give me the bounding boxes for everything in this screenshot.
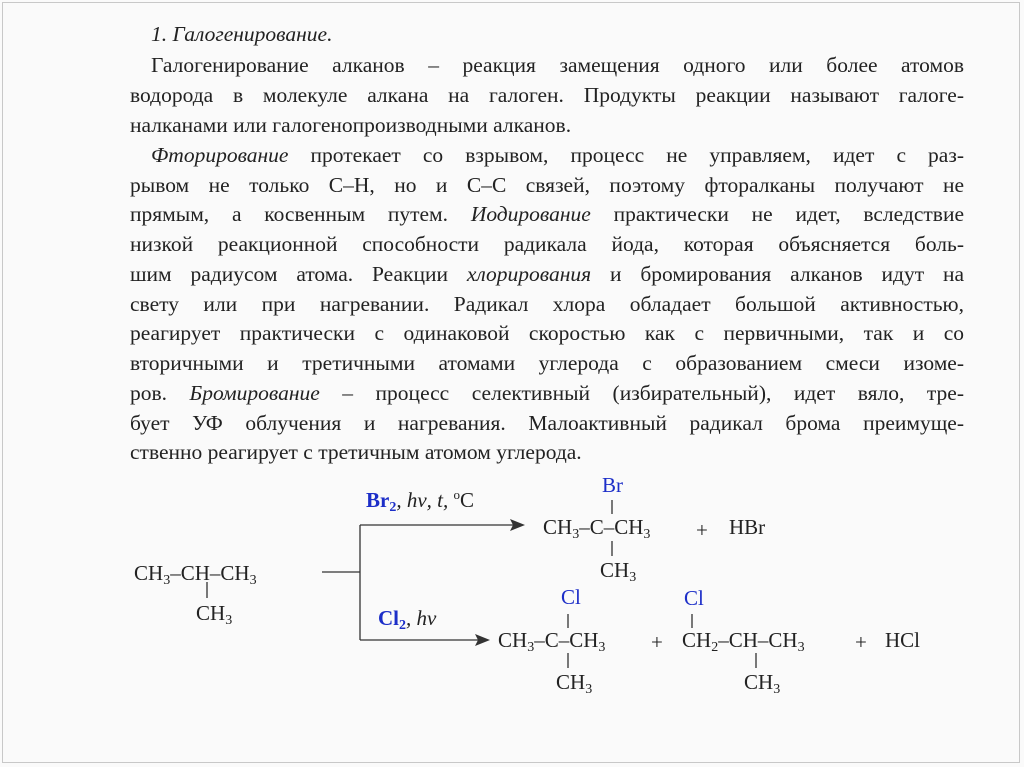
condition-bromination: $Br_2$, hν, t, $^o$C [366, 487, 474, 515]
term-bromination: Бромирование [189, 381, 320, 405]
byproduct-hbr: HBr [729, 515, 766, 539]
paragraph-line: Фторирование протекает со взрывом, процесс не управляем, идет с раз- [151, 143, 964, 167]
plus-sign: + [696, 518, 708, 542]
paragraph-line: вторичными и третичными атомами углерода с образованием смеси изоме- [130, 351, 964, 375]
paragraph-line: низкой реакционной способности радикала йода, которая объясняется боль- [130, 232, 964, 256]
term-iodination: Иодирование [470, 202, 591, 226]
paragraph-line: бует УФ облучения и нагревания. Малоактивный радикал брома преимуще- [130, 411, 964, 435]
paragraph-line: водорода в молекуле алкана на галоген. Продукты реакции называют галоге- [130, 83, 964, 107]
paragraph-line: прямым, а косвенным путем. Иодирование практически не идет, вследствие [130, 202, 964, 226]
bromine-substituent: Br [602, 473, 623, 497]
condition-chlorination: $Cl_2$, hν [378, 606, 437, 633]
product-chloro-tertiary: $CH_3-C-CH_3$ [498, 628, 606, 655]
section-heading: 1. Галогенирование. [151, 22, 333, 46]
paragraph-line: шим радиусом атома. Реакции хлорирования и бромирования алканов идут на [130, 262, 964, 286]
reactant-methyl: $CH_3$ [196, 601, 233, 628]
plus-sign: + [855, 630, 867, 654]
reactant-formula: $CH_3-CH-CH_3$ [134, 561, 257, 588]
paragraph-line: реагирует практически с одинаковой скоростью как с первичными, так и со [130, 321, 964, 345]
paragraph-line: ров. Бромирование – процесс селективный (избирательный), идет вяло, тре- [130, 381, 964, 405]
chlorine-substituent-primary: Cl [684, 586, 704, 610]
term-chlorination: хлорирования [466, 262, 592, 286]
byproduct-hcl: HCl [885, 628, 921, 652]
plus-sign: + [651, 630, 663, 654]
product-chloro-tertiary-methyl: $CH_3$ [556, 670, 593, 697]
chlorine-substituent-tertiary: Cl [561, 585, 581, 609]
paragraph-line: Галогенирование алканов – реакция замещения одного или более атомов [151, 53, 964, 77]
product-bromo: $CH_3-C-CH_3$ [543, 515, 651, 542]
paragraph-line: налканами или галогенопроизводными алканов. [130, 113, 572, 137]
term-fluorination: Фторирование [151, 143, 289, 167]
paragraph-line: рывом не только C–H, но и C–C связей, поэтому фторалканы получают не [130, 173, 964, 197]
product-chloro-primary: $CH_2-CH-CH_3$ [682, 628, 805, 655]
paragraph-line: ственно реагирует с третичным атомом углерода. [130, 440, 582, 464]
product-bromo-methyl: $CH_3$ [600, 558, 637, 585]
paragraph-line: свету или при нагревании. Радикал хлора обладает большой активностью, [130, 292, 964, 316]
product-chloro-primary-methyl: $CH_3$ [744, 670, 781, 697]
